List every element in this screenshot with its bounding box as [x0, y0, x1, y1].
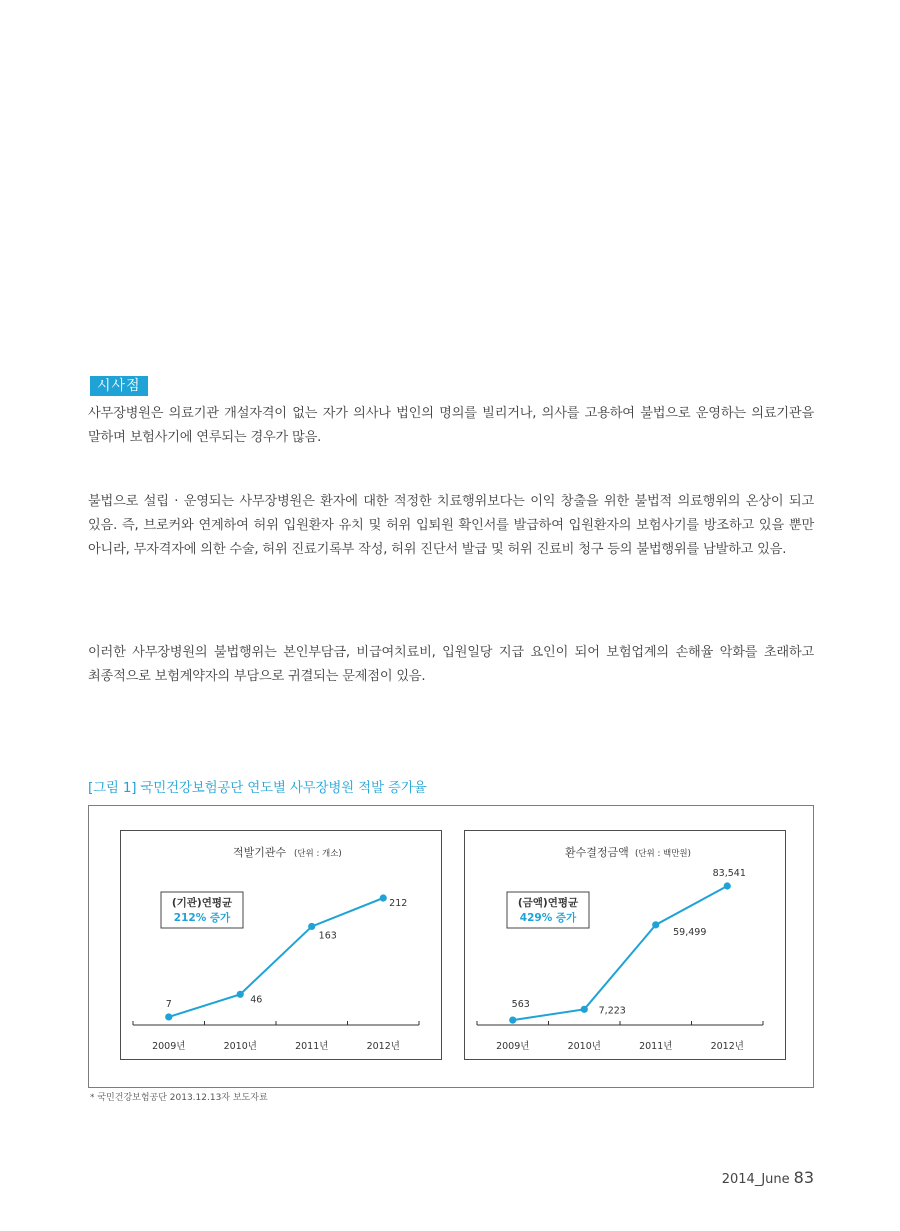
- data-point: [652, 921, 659, 928]
- line-chart-institutions: [121, 831, 443, 1061]
- annotation-label: (금액)연평균: [517, 897, 579, 909]
- data-point: [237, 991, 244, 998]
- annotation-growth: 429% 증가: [519, 912, 577, 924]
- data-label: 212: [389, 898, 408, 909]
- folio-label: 2014_June: [721, 1172, 790, 1187]
- chart-panel-institutions: [120, 830, 442, 1060]
- chart-unit: (단위 : 백만원): [635, 849, 691, 859]
- chart-panel-recovery-amount: [464, 830, 786, 1060]
- line-chart-recovery-amount: [465, 831, 787, 1061]
- section-tag: 시사점: [90, 376, 148, 396]
- x-tick-label: 2011년: [639, 1041, 673, 1052]
- chart-title: 환수결정금액: [565, 846, 629, 859]
- data-label: 59,499: [673, 926, 707, 938]
- annotation-label: (기관)연평균: [171, 897, 233, 909]
- data-label: 7,223: [598, 1005, 626, 1017]
- data-point: [380, 894, 387, 901]
- data-point: [509, 1016, 516, 1023]
- data-label: 7: [165, 998, 172, 1010]
- x-tick-label: 2012년: [366, 1041, 400, 1052]
- paragraph-2: 불법으로 설립 · 운영되는 사무장병원은 환자에 대한 적정한 치료행위보다는 이익 창출을 위한 불법적 의료행위의 온상이 되고 있음. 즉, 브로커와 연계하여 허위 입원환자 유치 및 허위 입퇴원 확인서를 발급하여 입원환자의 보험사기를 방조하고 있을 뿐만 아니라, 무자격자에 의한 수술, 허위 진료기록부 작성, 허위 진단서 발급 및 허위 진료비 청구 등의 불법행위를 남발하고 있음.: [88, 494, 814, 557]
- data-label: 83,541: [712, 868, 746, 879]
- annotation-growth: 212% 증가: [173, 912, 231, 924]
- figure-source: * 국민건강보험공단 2013.12.13자 보도자료: [90, 1093, 268, 1103]
- x-tick-label: 2012년: [710, 1041, 744, 1052]
- x-tick-label: 2009년: [496, 1041, 530, 1052]
- x-tick-label: 2011년: [295, 1041, 329, 1052]
- data-point: [308, 923, 315, 930]
- page-number: 83: [793, 1168, 814, 1187]
- chart-unit: (단위 : 개소): [294, 849, 342, 859]
- x-tick-label: 2009년: [152, 1041, 186, 1052]
- data-label: 563: [511, 999, 530, 1011]
- data-point: [724, 882, 731, 889]
- data-label: 46: [250, 994, 263, 1006]
- data-label: 163: [318, 930, 337, 942]
- page-folio: [722, 1168, 814, 1187]
- x-tick-label: 2010년: [223, 1041, 257, 1052]
- data-point: [581, 1006, 588, 1013]
- x-tick-label: 2010년: [567, 1041, 601, 1052]
- chart-title: 적발기관수: [233, 846, 287, 859]
- data-point: [165, 1013, 172, 1020]
- figure-title: [그림 1] 국민건강보험공단 연도별 사무장병원 적발 증가율: [88, 780, 427, 796]
- paragraph-3: 이러한 사무장병원의 불법행위는 본인부담금, 비급여치료비, 입원일당 지급 요인이 되어 보험업계의 손해율 악화를 초래하고 최종적으로 보험계약자의 부담으로 귀결되는 문제점이 있음.: [88, 645, 814, 684]
- paragraph-1: 사무장병원은 의료기관 개설자격이 없는 자가 의사나 법인의 명의를 빌리거나, 의사를 고용하여 불법으로 운영하는 의료기관을 말하며 보험사기에 연루되는 경우가 많음.: [88, 406, 814, 445]
